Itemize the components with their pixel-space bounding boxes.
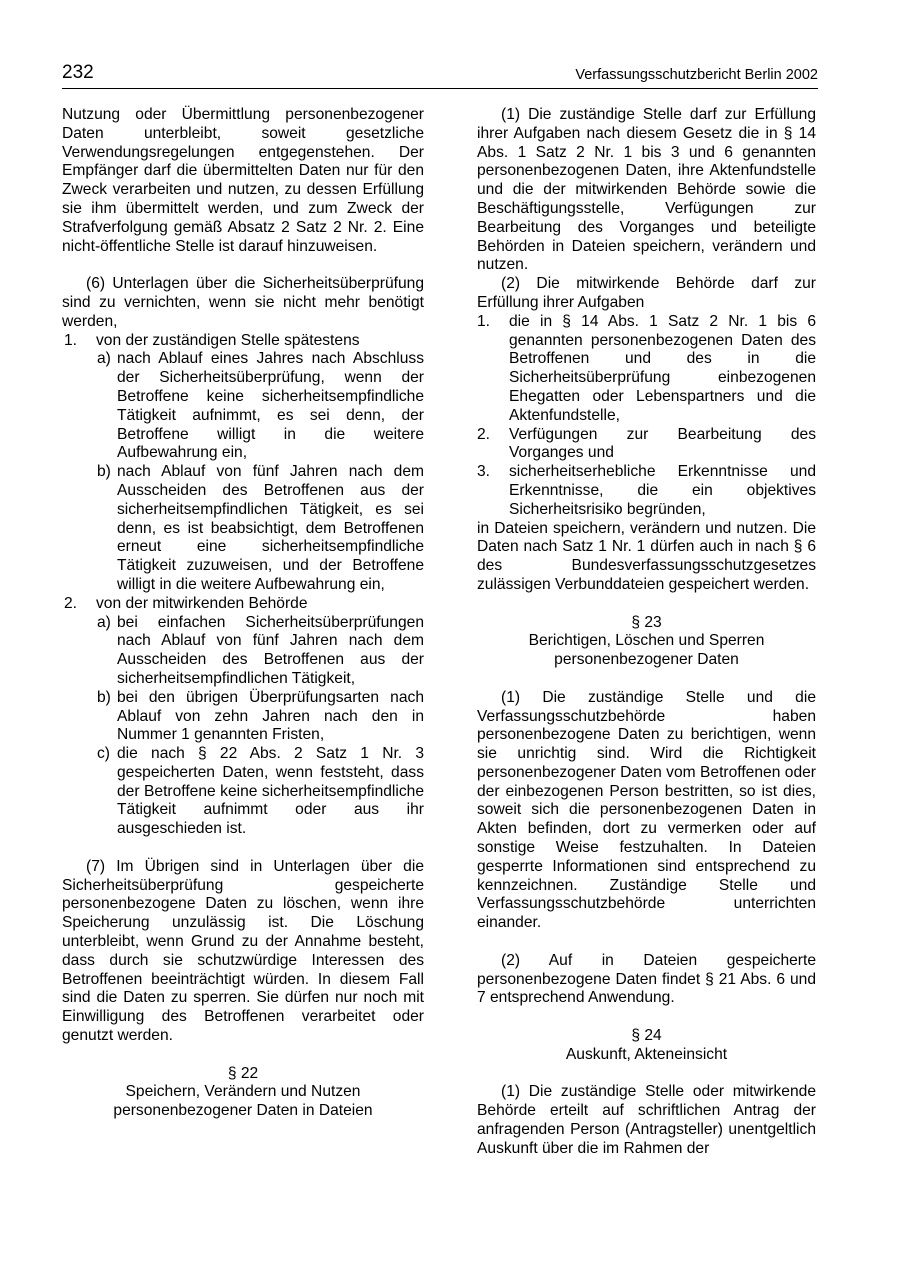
paragraph-7: (7) Im Übrigen sind in Unterlagen über die Sicherheitsüberprüfung gespeicherte personenbezogene Daten zu löschen, wenn ihre Speicherung unzulässig ist. Die Löschung unterbleibt, wenn Grund zu der Annahme besteht, dass durch sie schutzwürdige Interessen des Betroffenen beeinträchtigt würden. In diesem Fall sind die Daten zu sperren. Sie dürfen nur noch mit Einwilligung des Betroffenen verarbeitet oder genutzt werden.: [62, 857, 424, 1045]
section-24-paragraph-1: (1) Die zuständige Stelle oder mitwirkende Behörde erteilt auf schriftlichen Antrag der anfragenden Person (Antragsteller) unentgeltlich Auskunft über die im Rahmen der: [477, 1083, 816, 1157]
right-column: [477, 106, 816, 1159]
sub-list-item: [62, 689, 424, 745]
section-23-title-line-1: Berichtigen, Löschen und Sperren: [528, 632, 765, 650]
sub-list-text: die nach § 22 Abs. 2 Satz 1 Nr. 3 gespeicherten Daten, wenn feststeht, dass der Betroffene keine sicherheitsempfindliche Tätigkeit aufnimmt oder aus ihr ausgeschieden ist.: [117, 745, 424, 838]
sub-list-label: a): [97, 613, 111, 631]
list-item-text: von der zuständigen Stelle spätestens: [96, 331, 360, 349]
list-item-text: von der mitwirkenden Behörde: [96, 594, 308, 612]
list-number: 2.: [64, 594, 78, 612]
list-item: [62, 332, 424, 351]
list-number: 2.: [477, 425, 491, 443]
sub-list-text: bei den übrigen Überprüfungsarten nach Ablauf von zehn Jahren nach den in Nummer 1 genannten Fristen,: [117, 688, 424, 744]
section-22-paragraph-1: (1) Die zuständige Stelle darf zur Erfüllung ihrer Aufgaben nach diesem Gesetz die in § 14 Abs. 1 Satz 2 Nr. 1 bis 3 und 6 genannten personenbezogenen Daten, ihre Aktenfundstelle und die der mitwirkenden Behörde sowie die Beschäftigungsstelle, Verfügungen zur Bearbeitung des Vorganges und beteiligte Behörden in Dateien speichern, verändern und nutzen.: [477, 106, 816, 274]
sub-list-item: [62, 614, 424, 689]
list-item: [477, 426, 816, 464]
sub-list-text: nach Ablauf von fünf Jahren nach dem Ausscheiden des Betroffenen aus der sicherheitsempfindlichen Tätigkeit, es sei denn, es ist beabsichtigt, dem Betroffenen erneut eine sicherheitsempfindliche Tätigkeit zuzuweisen, und der Betroffene willigt in die weitere Aufbewahrung ein,: [117, 463, 424, 593]
page-header: [62, 62, 818, 89]
section-22-title-line-2: personenbezogener Daten in Dateien: [113, 1102, 373, 1120]
section-23-title-line-2: personenbezogener Daten: [554, 651, 739, 669]
sub-list-text: nach Ablauf eines Jahres nach Abschluss der Sicherheitsüberprüfung, wenn der Betroffene keine sicherheitsempfindliche Tätigkeit aufnimmt, es sei denn, der Betroffene willigt in die weitere Aufbewahrung ein,: [117, 350, 424, 462]
section-22-paragraph-2-outro: in Dateien speichern, verändern und nutzen. Die Daten nach Satz 1 Nr. 1 dürfen auch in nach § 6 des Bundesverfassungsschutzgesetzes zulässigen Verbunddateien gespeichert werden.: [477, 519, 816, 593]
section-24-number: § 24: [631, 1027, 662, 1045]
list-item-text: sicherheitserhebliche Erkenntnisse und Erkenntnisse, die ein objektives Sicherheitsrisiko begründen,: [509, 463, 816, 518]
sub-list-item: [62, 350, 424, 463]
sub-list-label: c): [97, 745, 110, 763]
list-number: 1.: [477, 312, 491, 330]
intro-paragraph: Nutzung oder Übermittlung personenbezogener Daten unterbleibt, soweit gesetzliche Verwendungsregelungen entgegenstehen. Der Empfänger darf die übermittelten Daten nur für den Zweck verarbeiten und nutzen, zu dessen Erfüllung sie ihm übermittelt werden, und zum Zweck der Strafverfolgung gemäß Absatz 2 Satz 2 Nr. 2. Eine nicht-öffentliche Stelle ist darauf hinzuweisen.: [62, 106, 424, 255]
section-22-paragraph-2-intro: (2) Die mitwirkende Behörde darf zur Erfüllung ihrer Aufgaben: [477, 275, 816, 311]
list-item: [62, 595, 424, 614]
list-item-text: die in § 14 Abs. 1 Satz 2 Nr. 1 bis 6 genannten personenbezogenen Daten des Betroffenen und des in die Sicherheitsüberprüfung einbezogenen Ehegatten oder Lebenspartners und die Aktenfundstelle,: [509, 312, 816, 424]
sub-list-label: b): [97, 463, 111, 481]
paragraph-6-intro: (6) Unterlagen über die Sicherheitsüberprüfung sind zu vernichten, wenn sie nicht mehr benötigt werden,: [62, 275, 424, 330]
section-23-paragraph-2: (2) Auf in Dateien gespeicherte personenbezogene Daten findet § 21 Abs. 6 und 7 entsprechend Anwendung.: [477, 951, 816, 1007]
list-number: 3.: [477, 463, 491, 481]
sub-list-text: bei einfachen Sicherheitsüberprüfungen nach Ablauf von fünf Jahren nach dem Ausscheiden des Betroffenen aus der sicherheitsempfindlichen Tätigkeit,: [117, 613, 424, 687]
section-23-number: § 23: [631, 613, 662, 631]
page-number: 232: [62, 62, 94, 83]
sub-list-label: a): [97, 350, 111, 368]
list-item: [477, 463, 816, 519]
sub-list-label: b): [97, 688, 111, 706]
sub-list-item: [62, 463, 424, 595]
section-22-title-line-1: Speichern, Verändern und Nutzen: [125, 1083, 361, 1101]
section-22-number: § 22: [227, 1064, 259, 1082]
left-column: [62, 106, 424, 1121]
sub-list-item: [62, 745, 424, 839]
running-title: Verfassungsschutzbericht Berlin 2002: [575, 67, 818, 83]
section-23-paragraph-1: (1) Die zuständige Stelle und die Verfassungsschutzbehörde haben personenbezogene Daten zu berichtigen, wenn sie unrichtig sind. Wird die Richtigkeit personenbezogener Daten vom Betroffenen oder der einbezogenen Person bestritten, so ist dies, soweit sich die personenbezogenen Daten in Akten befinden, dort zu vermerken oder auf sonstige Weise festzuhalten. In Dateien gesperrte Informationen sind entsprechend zu kennzeichnen. Zuständige Stelle und Verfassungsschutzbehörde unterrichten einander.: [477, 688, 816, 932]
list-number: 1.: [64, 331, 78, 349]
list-item-text: Verfügungen zur Bearbeitung des Vorganges und: [509, 425, 816, 462]
section-24-title: Auskunft, Akteneinsicht: [565, 1045, 728, 1063]
list-item: [477, 313, 816, 426]
